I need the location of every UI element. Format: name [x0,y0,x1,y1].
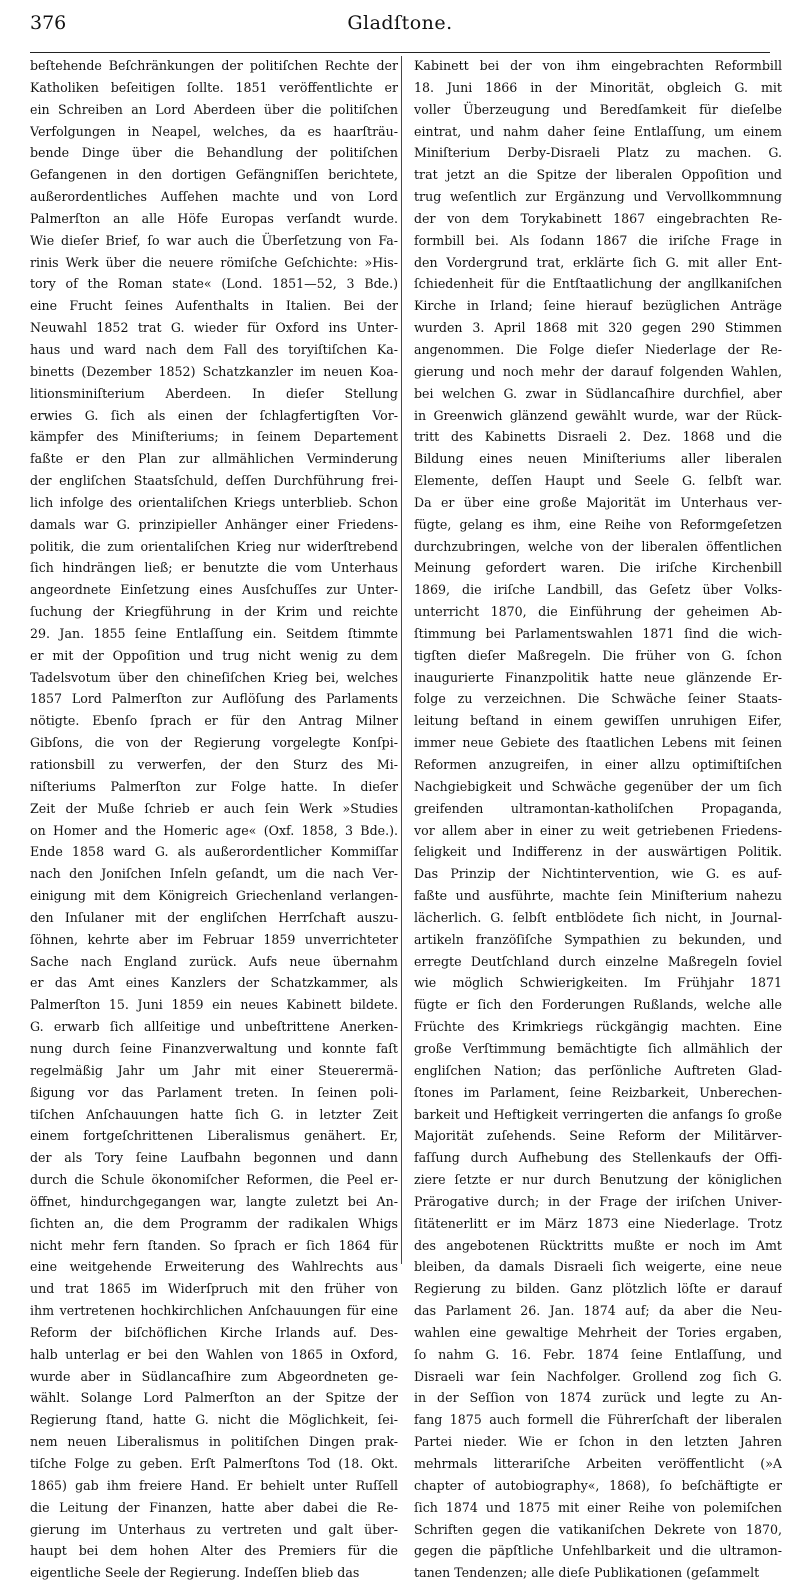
text-line: ſichten an, die dem Programm der radikalen Whigs [30,1215,398,1231]
text-line: beſtehende Beſchränkungen der politiſchen Rechte der [30,58,398,73]
text-line: lächerlich. G. ſelbſt entblödete ſich nicht, in Journal- [414,909,782,925]
text-line: Ende 1858 ward G. als außerordentlicher Kommiſſar [30,844,398,860]
text-line: angeordnete Einſetzung eines Ausſchuſſes zur Unter- [30,582,398,598]
text-line: faßte er den Plan zur allmählichen Verminderung [30,451,398,467]
text-line: in Greenwich glänzend gewählt wurde, war der Rück- [414,407,782,423]
text-line: Gibſons, die von der Regierung vorgelegte Konſpi- [30,735,398,751]
text-line: nung durch ſeine Finanzverwaltung und konnte faſt [30,1040,398,1056]
text-line: trug weſentlich zur Ergänzung und Vervollkommnung [414,189,782,205]
header-rule [30,52,770,53]
text-line: halb unterlag er bei den Wahlen von 1865 in Oxford, [30,1346,398,1362]
text-line: Elemente, deſſen Haupt und Seele G. ſelbſt war. [414,473,782,489]
text-line: erregte Deutſchland durch einzelne Maßregeln ſoviel [414,953,782,969]
text-line: unterricht 1870, die Einführung der geheimen Ab- [414,604,782,620]
text-line: Da er über eine große Majorität im Unterhaus ver- [414,494,782,510]
text-line: Tadelsvotum über den chineſiſchen Krieg bei, welches [30,669,398,685]
text-line: rationsbill zu verwerfen, der den Sturz des Mi- [30,757,398,772]
text-line: nach den Joniſchen Inſeln geſandt, um die nach Ver- [30,866,398,882]
text-line: Partei nieder. Wie er ſchon in den letzten Jahren [414,1434,782,1450]
text-line: Regierung ſtand, hatte G. nicht die Möglichkeit, ſei- [30,1412,398,1428]
text-line: ziere ſetzte er nur durch Benutzung der königlichen [414,1172,782,1188]
text-line: artikeln franzöſiſche Sympathien zu bekunden, und [414,931,782,947]
text-line: kämpfer des Miniſteriums; in ſeinem Departement [30,429,398,445]
text-line: greifenden ultramontan-katholiſchen Propaganda, [414,800,782,816]
text-line: bei welchen G. zwar in Südlancaſhire durchfiel, aber [414,385,782,401]
text-line: ſich hindrängen ließ; er benutzte die vom Unterhaus [30,560,398,576]
text-line: leitung beſtand in einem gewiſſen unruhigen Eifer, [414,713,782,729]
text-line: der von dem Torykabinett 1867 eingebrachten Re- [414,210,782,226]
text-line: tigſten dieſer Maßregeln. Die früher von G. ſchon [414,647,782,663]
text-line: haus und ward nach dem Fall des toryiſtiſchen Ka- [30,341,398,357]
text-line: litionsminiſterium Aberdeen. In dieſer Stellung [30,385,398,401]
text-line: ſo nahm G. 16. Febr. 1874 ſeine Entlaſſung, und [414,1346,782,1362]
text-line: ſuchung der Kriegführung in der Krim und reichte [30,604,398,620]
text-line: tritt des Kabinetts Disraeli 2. Dez. 1868 und die [414,429,782,445]
text-line: Katholiken beſeitigen ſollte. 1851 veröffentlichte er [30,79,398,95]
text-line: er mit der Oppoſition und trug nicht wenig zu dem [30,647,398,663]
text-line: wahlen eine gewaltige Mehrheit der Tories ergaben, [414,1324,782,1340]
text-line: den Inſulaner mit der engliſchen Herrſchaft auszu- [30,909,398,925]
text-line: Kirche in Irland; ſeine hierauf bezüglichen Anträge [414,298,782,314]
text-line: ſchiedenheit für die Entſtaatlichung der angllkaniſchen [414,276,782,292]
text-line: ſtones im Parlament, ſeine Reizbarkeit, Unberechen- [414,1084,782,1100]
text-line: durch die Schule ökonomiſcher Reformen, die Peel er- [30,1172,398,1188]
text-line: Palmerſton 15. Juni 1859 ein neues Kabinett bildete. [30,997,398,1013]
text-line: Zeit der Muße ſchrieb er auch ſein Werk »Studies [30,800,398,816]
text-line: wurden 3. April 1868 mit 320 gegen 290 Stimmen [414,320,782,336]
text-line: ſitätenerlitt er im März 1873 eine Niederlage. Trotz [414,1215,782,1231]
text-line: Meinung gefordert waren. Die iriſche Kirchenbill [414,560,782,576]
text-line: außerordentliches Aufſehen machte und von Lord [30,189,398,205]
text-line: Bildung eines neuen Miniſteriums aller liberalen [414,451,782,467]
text-line: folge zu verzeichnen. Die Schwäche ſeiner Staats- [414,691,782,707]
text-line: haupt bei dem hohen Alter des Premiers für die [30,1543,398,1559]
text-line: Reformen anzugreifen, in einer allzu optimiſtiſchen [414,757,782,772]
column-divider [401,56,402,1264]
text-line: eintrat, und nahm daher ſeine Entlaſſung, um einem [414,123,782,139]
text-line: Reform der biſchöflichen Kirche Irlands auf. Des- [30,1324,398,1340]
text-line: rinis Werk über die neuere römiſche Geſchichte: »His- [30,254,398,270]
right-column [414,55,782,1584]
text-line: wurde aber in Südlancaſhire zum Abgeordneten ge- [30,1368,398,1384]
text-line: inaugurierte Finanzpolitik hatte neue glänzende Er- [414,669,782,685]
text-line: G. erwarb ſich allſeitige und unbeſtrittene Anerken- [30,1019,398,1035]
text-line: Neuwahl 1852 trat G. wieder für Oxford ins Unter- [30,320,398,336]
text-line: der engliſchen Staatsſchuld, deſſen Durchführung frei- [30,473,398,489]
text-line: gierung und noch mehr der darauf folgenden Wahlen, [414,363,782,379]
page-number: 376 [30,12,67,34]
text-line: Früchte des Krimkriegs rückgängig machten. Eine [414,1019,782,1035]
text-line: engliſchen Nation; das perſönliche Auftreten Glad- [414,1062,782,1078]
text-line: Gefangenen in den dortigen Gefängniſſen berichtete, [30,167,398,183]
text-line: tory of the Roman state« (Lond. 1851—52, 3 Bde.) [30,276,398,292]
text-line: große Verſtimmung bemächtigte ſich allmählich der [414,1040,782,1056]
text-line: Schriften gegen die vatikaniſchen Dekrete von 1870, [414,1521,782,1537]
text-line: ßigung vor das Parlament treten. In ſeinen poli- [30,1084,398,1100]
text-line: Wie dieſer Brief, ſo war auch die Überſetzung von Fa- [30,232,398,248]
text-line: nötigte. Ebenſo ſprach er für den Antrag Milner [30,713,398,729]
text-line: eine weitgehende Erweiterung des Wahlrechts aus [30,1259,398,1275]
text-line: fang 1875 auch formell die Führerſchaft der liberalen [414,1412,782,1428]
text-line: in der Seſſion von 1874 zurück und legte zu An- [414,1390,782,1406]
text-line: gegen die päpſtliche Unfehlbarkeit und die ultramon- [414,1543,782,1559]
text-line: Das Prinzip der Nichtintervention, wie G. es auf- [414,866,782,882]
text-line: 1869, die iriſche Landbill, das Geſetz über Volks- [414,582,782,598]
text-line: tiſchen Anſchauungen hatte ſich G. in letzter Zeit [30,1106,398,1122]
text-line: politik, die zum orientaliſchen Krieg nur widerſtrebend [30,538,398,554]
text-line: lich infolge des orientaliſchen Kriegs unterblieb. Schon [30,494,398,510]
text-line: Majorität zuſehends. Seine Reform der Militärver- [414,1128,782,1144]
text-line: voller Überzeugung und Beredſamkeit für dieſelbe [414,101,782,117]
text-line: tiſche Folge zu geben. Erſt Palmerſtons Tod (18. Okt. [30,1456,398,1471]
text-line: binetts (Dezember 1852) Schatzkanzler im neuen Koa- [30,363,398,379]
text-line: 29. Jan. 1855 ſeine Entlaſſung ein. Seitdem ſtimmte [30,625,398,641]
page-header [0,12,800,48]
text-line: erwies G. ſich als einen der ſchlagfertigſten Vor- [30,407,398,423]
left-column [30,55,398,1584]
text-line: bleiben, da damals Disraeli ſich weigerte, eine neue [414,1259,782,1275]
text-line: trat jetzt an die Spitze der liberalen Oppoſition und [414,167,782,183]
text-line: die Leitung der Finanzen, hatte aber dabei die Re- [30,1499,398,1515]
text-line: Disraeli war ſein Nachfolger. Grollend zog ſich G. [414,1368,782,1384]
text-line: Miniſterium Derby-Disraeli Platz zu machen. G. [414,145,782,161]
text-line: Sache nach England zurück. Aufs neue übernahm [30,953,398,969]
text-line: durchzubringen, welche von der liberalen öffentlichen [414,538,782,554]
text-line: ſeligkeit und Indifferenz in der auswärtigen Politik. [414,844,782,860]
text-line: 1857 Lord Palmerſton zur Auflöſung des Parlaments [30,691,398,707]
text-line: eigentliche Seele der Regierung. Indeſſen blieb das [30,1565,360,1581]
text-line: ihm vertretenen hochkirchlichen Anſchauungen für eine [30,1303,398,1319]
text-line: wählt. Solange Lord Palmerſton an der Spitze der [30,1390,398,1406]
text-line: und trat 1865 im Widerſpruch mit den früher von [30,1281,398,1297]
text-line: formbill bei. Als ſodann 1867 die iriſche Frage in [414,232,782,248]
text-line: regelmäßig Jahr um Jahr mit einer Steuerermä- [30,1062,398,1078]
text-line: Palmerſton an alle Höfe Europas verſandt wurde. [30,210,398,226]
text-line: das Parlament 26. Jan. 1874 auf; da aber die Neu- [414,1303,782,1319]
text-line: mehrmals litterariſche Arbeiten veröffentlicht (»A [414,1456,782,1471]
text-line: wie möglich Schwierigkeiten. Im Frühjahr 1871 [414,975,782,991]
text-line: barkeit und Heftigkeit verringerten die anfangs ſo große [414,1106,782,1122]
text-line: einem fortgeſchrittenen Liberalismus genähert. Er, [30,1128,398,1144]
running-title: Gladſtone. [347,12,453,34]
text-line: nem neuen Liberalismus in politiſchen Dingen prak- [30,1434,398,1450]
text-line: ſöhnen, kehrte aber im Februar 1859 unverrichteter [30,931,398,947]
text-line: fügte, gelang es ihm, eine Reihe von Reformgeſetzen [414,516,782,532]
text-line: ein Schreiben an Lord Aberdeen über die politiſchen [30,101,398,117]
text-line: gierung im Unterhaus zu vertreten und galt über- [30,1521,398,1537]
text-line: öffnet, hindurchgegangen war, langte zuletzt bei An- [30,1193,398,1209]
text-line: ſich 1874 und 1875 mit einer Reihe von polemiſchen [414,1499,782,1515]
text-line: bende Dinge über die Behandlung der politiſchen [30,145,398,161]
text-line: tanen Tendenzen; alle dieſe Publikationen (geſammelt [414,1565,760,1581]
text-line: faſſung durch Aufhebung des Stellenkaufs der Offi- [414,1150,782,1166]
text-line: Regierung zu bilden. Ganz plötzlich löſte er darauf [414,1281,782,1297]
text-line: niſteriums Palmerſton zur Folge hatte. In dieſer [30,778,398,794]
text-line: immer neue Gebiete des ſtaatlichen Lebens mit ſeinen [414,735,782,751]
text-line: den Vordergrund trat, erklärte ſich G. mit aller Ent- [414,254,782,270]
text-line: nicht mehr fern ſtanden. So ſprach er ſich 1864 für [30,1237,398,1253]
text-line: vor allem aber in einer zu weit getriebenen Friedens- [414,822,782,838]
text-line: er das Amt eines Kanzlers der Schatzkammer, als [30,975,398,991]
text-line: faßte und ausführte, machte ſein Miniſterium nahezu [414,888,782,904]
text-line: angenommen. Die Folge dieſer Niederlage der Re- [414,341,782,357]
text-line: fügte er ſich den Forderungen Rußlands, welche alle [414,997,782,1013]
text-line: ſtimmung bei Parlamentswahlen 1871 ſind die wich- [414,625,782,641]
text-line: chapter of autobiography«, 1868), ſo beſchäftigte er [414,1477,782,1493]
text-line: eine Frucht ſeines Aufenthalts in Italien. Bei der [30,298,398,314]
text-line: Kabinett bei der von ihm eingebrachten Reformbill [414,58,782,73]
text-line: 18. Juni 1866 in der Minorität, obgleich G. mit [414,79,782,95]
text-line: on Homer and the Homeric age« (Oxf. 1858, 3 Bde.). [30,822,398,838]
text-line: der als Tory ſeine Laufbahn begonnen und dann [30,1150,398,1166]
text-line: Nachgiebigkeit und Schwäche gegenüber der um ſich [414,778,782,794]
text-line: des angebotenen Rücktritts mußte er noch im Amt [414,1237,782,1253]
text-line: damals war G. prinzipieller Anhänger einer Friedens- [30,516,398,532]
text-line: Verfolgungen in Neapel, welches, da es haarſträu- [30,123,398,139]
text-line: Prärogative durch; in der Frage der iriſchen Univer- [414,1193,782,1209]
text-line: einigung mit dem Königreich Griechenland verlangen- [30,888,398,904]
text-line: 1865) gab ihm freiere Hand. Er behielt unter Ruſſell [30,1477,398,1493]
